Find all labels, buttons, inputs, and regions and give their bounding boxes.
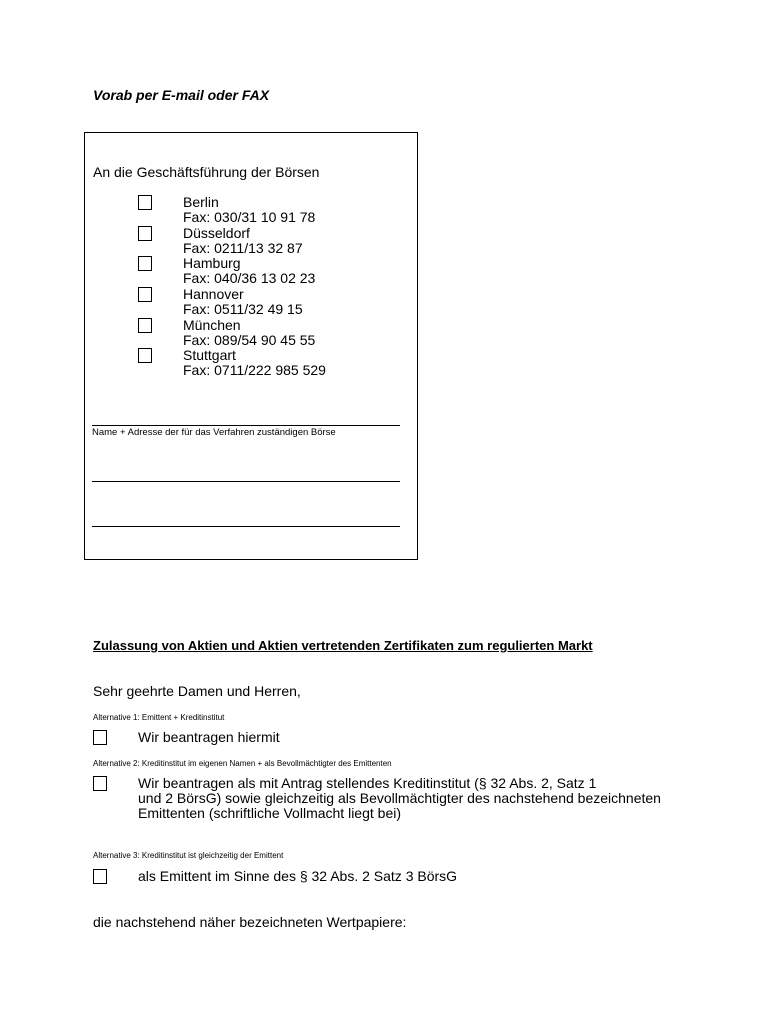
header-note: Vorab per E-mail oder FAX	[93, 87, 270, 103]
alternative-2-line: Wir beantragen als mit Antrag stellendes Kreditinstitut (§ 32 Abs. 2, Satz 1	[138, 775, 597, 791]
exchange-option-hamburg	[138, 256, 378, 286]
alternative-2-text	[138, 776, 661, 821]
salutation: Sehr geehrte Damen und Herren,	[93, 683, 301, 699]
exchange-option-stuttgart	[138, 348, 378, 378]
exchange-fax: Fax: 089/54 90 45 55	[183, 332, 316, 348]
alternative-2-line: Emittenten (schriftliche Vollmacht liegt bei)	[138, 805, 401, 821]
address-line-1[interactable]	[92, 425, 400, 426]
exchange-city: Stuttgart	[183, 347, 236, 363]
exchange-fax: Fax: 0511/32 49 15	[183, 301, 303, 317]
alternative-2-note: Alternative 2: Kreditinstitut im eigenen Namen + als Bevollmächtigter des Emittenten	[93, 759, 392, 768]
address-line-3[interactable]	[92, 526, 400, 527]
alternative-1-line: Wir beantragen hiermit	[138, 729, 280, 745]
checkbox-hamburg[interactable]	[138, 256, 152, 271]
checkbox-duesseldorf[interactable]	[138, 226, 152, 241]
exchange-city: München	[183, 317, 241, 333]
alternative-1-text	[138, 730, 280, 745]
section-title: Zulassung von Aktien und Aktien vertretenden Zertifikaten zum regulierten Markt	[93, 638, 593, 653]
exchange-option-berlin	[138, 195, 378, 225]
exchange-city: Düsseldorf	[183, 225, 250, 241]
checkbox-stuttgart[interactable]	[138, 348, 152, 363]
exchange-city: Berlin	[183, 194, 219, 210]
alternative-2-checkbox[interactable]	[93, 776, 107, 791]
exchange-fax: Fax: 0211/13 32 87	[183, 240, 303, 256]
alternative-3-text	[138, 869, 457, 884]
exchange-option-duesseldorf	[138, 226, 378, 256]
address-line-2[interactable]	[92, 481, 400, 482]
checkbox-berlin[interactable]	[138, 195, 152, 210]
exchange-city: Hannover	[183, 286, 244, 302]
checkbox-muenchen[interactable]	[138, 318, 152, 333]
exchange-option-hannover	[138, 287, 378, 317]
exchange-city: Hamburg	[183, 255, 241, 271]
exchange-option-muenchen	[138, 318, 378, 348]
alternative-1-checkbox[interactable]	[93, 730, 107, 745]
alternative-3-checkbox[interactable]	[93, 869, 107, 884]
alternative-1-note: Alternative 1: Emittent + Kreditinstitut	[93, 713, 225, 722]
checkbox-hannover[interactable]	[138, 287, 152, 302]
recipient-line: An die Geschäftsführung der Börsen	[93, 164, 320, 180]
closing-line: die nachstehend näher bezeichneten Wertpapiere:	[93, 914, 407, 930]
exchange-fax: Fax: 030/31 10 91 78	[183, 209, 316, 225]
alternative-3-line: als Emittent im Sinne des § 32 Abs. 2 Satz 3 BörsG	[138, 868, 458, 884]
alternative-2-line: und 2 BörsG) sowie gleichzeitig als Bevollmächtigter des nachstehend bezeichneten	[138, 790, 661, 806]
alternative-3-note: Alternative 3: Kreditinstitut ist gleichzeitig der Emittent	[93, 851, 284, 860]
exchange-fax: Fax: 040/36 13 02 23	[183, 270, 316, 286]
address-caption: Name + Adresse der für das Verfahren zuständigen Börse	[92, 427, 336, 438]
exchange-fax: Fax: 0711/222 985 529	[183, 362, 326, 378]
